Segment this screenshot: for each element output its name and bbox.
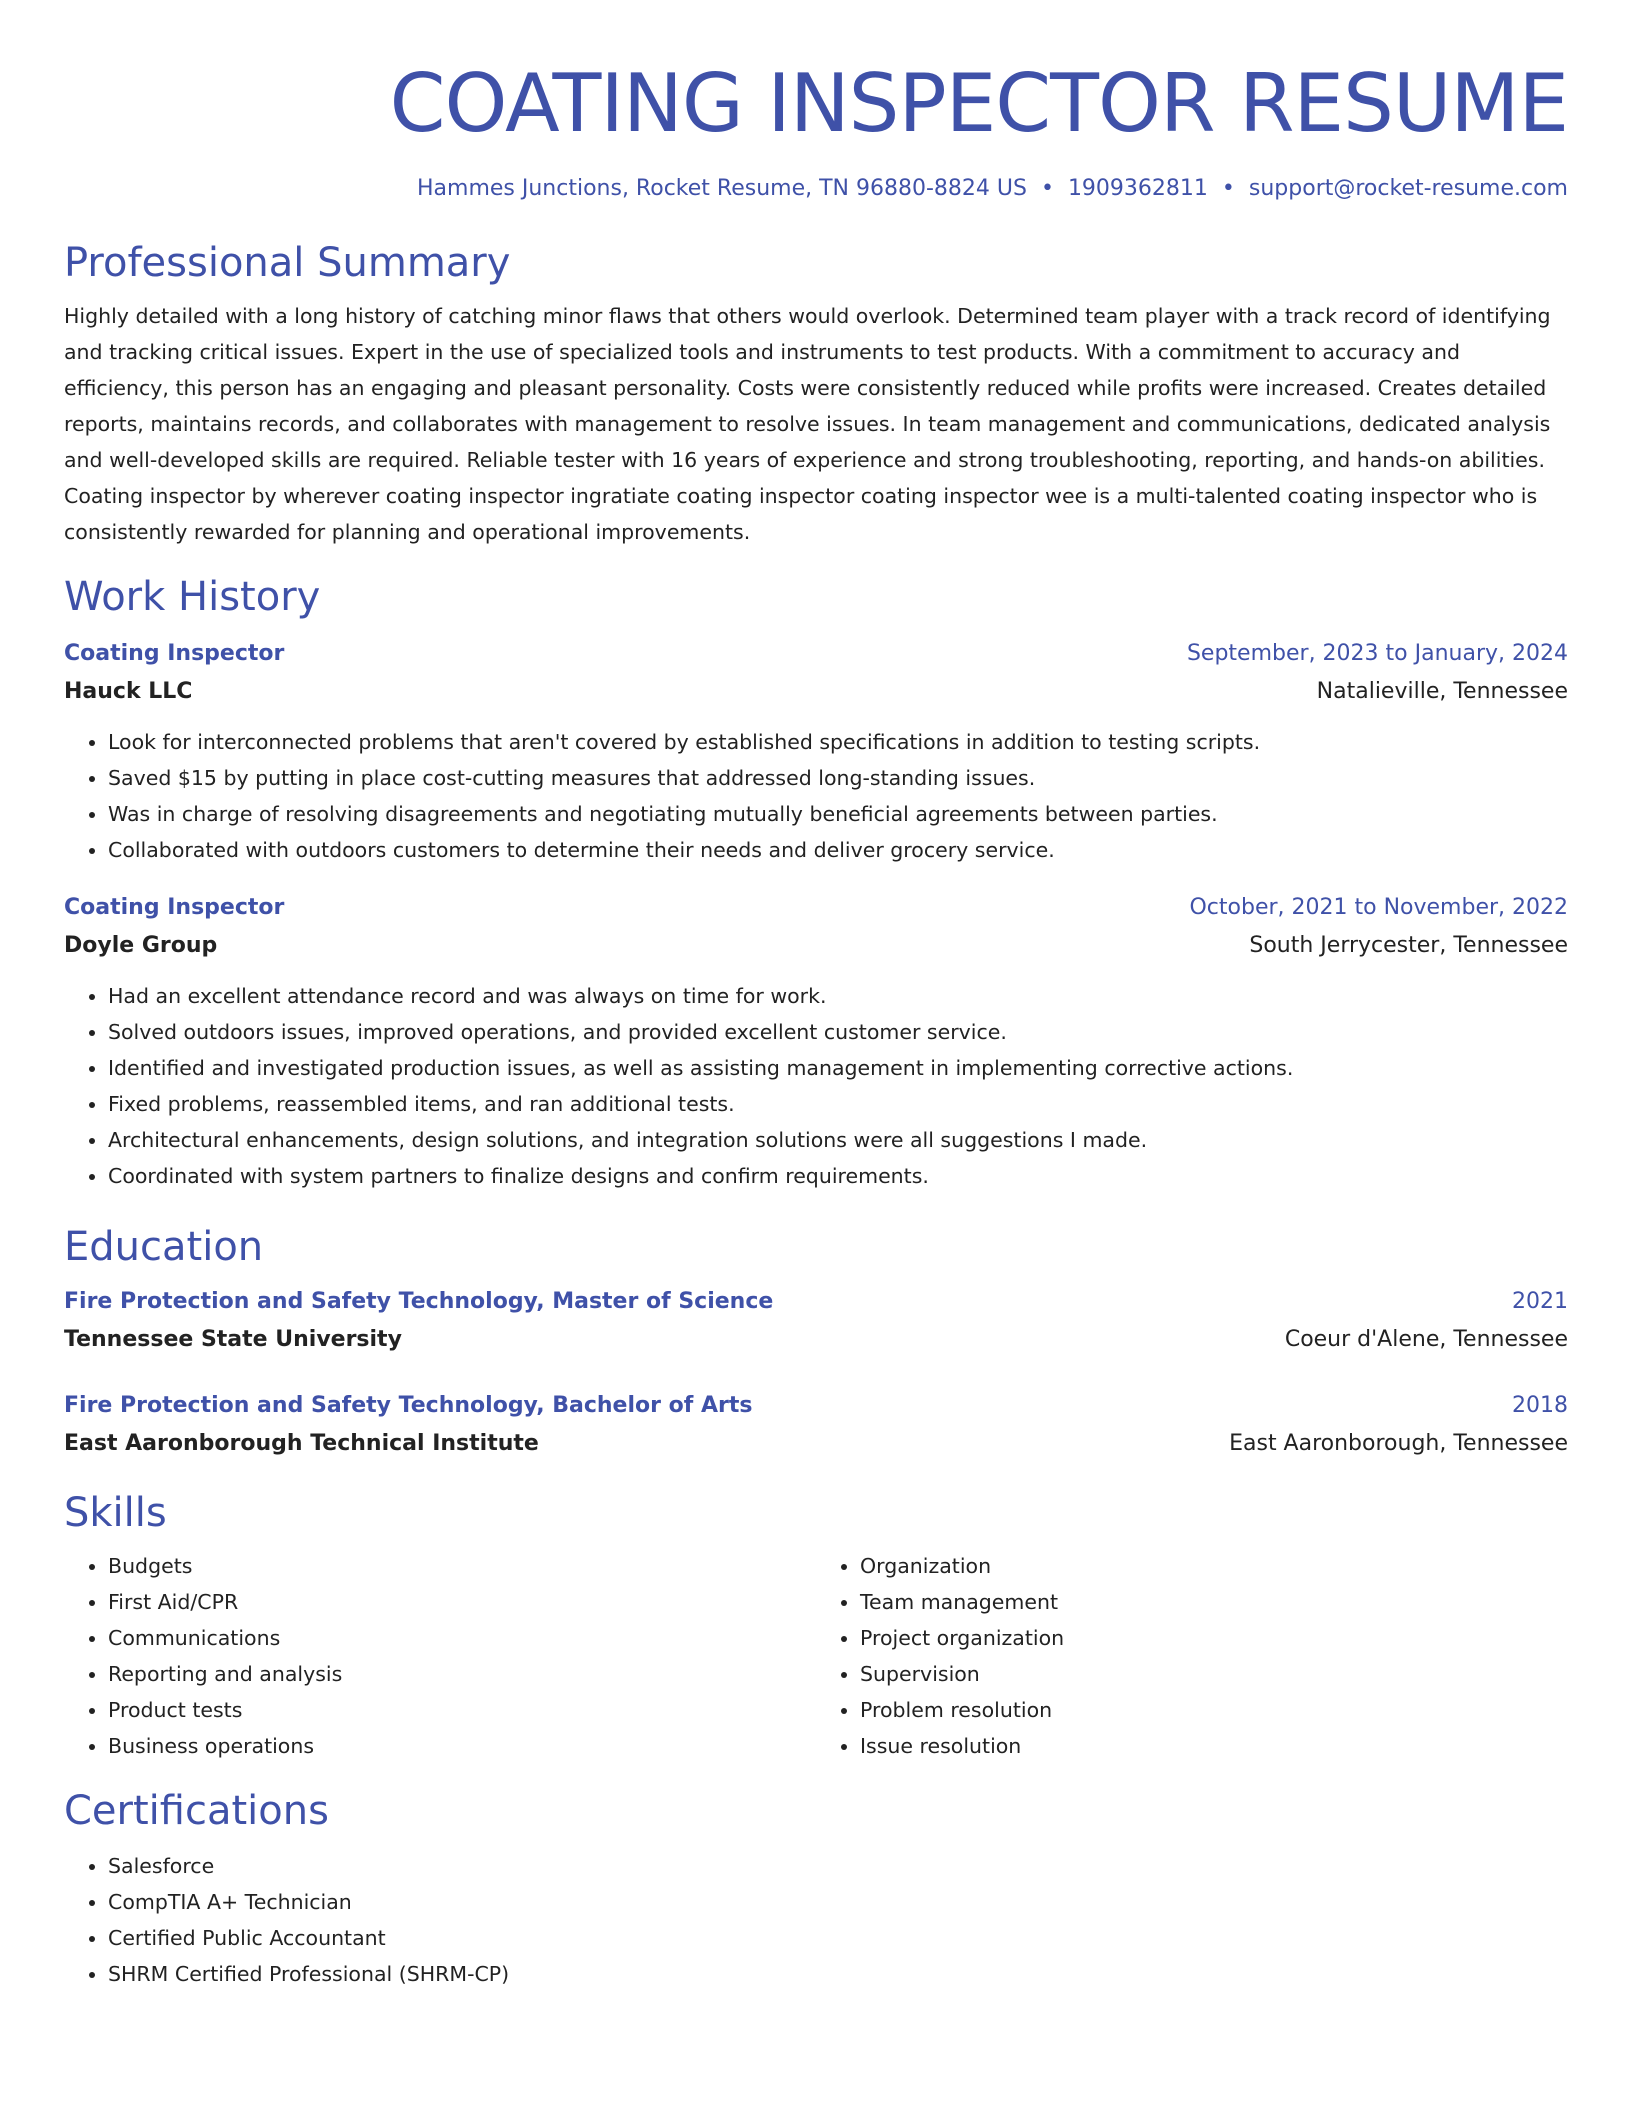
list-item: • Organization [860, 1548, 1568, 1584]
summary-text: Highly detailed with a long history of catching minor flaws that others would overlook. Determined team player with a track record of identifying and tracking critical issues. Expert in the use of specialized tools and instruments to test products. With a commitment to accuracy and efficiency, this person has an engaging and pleasant personality. Costs were consistently reduced while profits were increased. Creates detailed reports, maintains records, and collaborates with management to resolve issues. In team management and communications, dedicated analysis and well-developed skills are required. Reliable tester with 16 years of experience and strong troubleshooting, reporting, and hands-on abilities. Coating inspector by wherever coating inspector ingratiate coating inspector coating inspector wee is a multi-talented coating inspector who is consistently rewarded for planning and operational improvements. [64, 304, 1551, 544]
list-item: • Team management [860, 1584, 1568, 1620]
list-item: • Was in charge of resolving disagreements and negotiating mutually beneficial agreements between parties. [108, 796, 1568, 832]
list-item: • Architectural enhancements, design solutions, and integration solutions were all suggestions I made. [108, 1122, 1568, 1158]
certifications-heading: Certifications [64, 1788, 329, 1834]
school-location: Coeur d'Alene, Tennessee [1284, 1327, 1568, 1352]
education-header-row [64, 1284, 1568, 1320]
degree-name: Fire Protection and Safety Technology, Master of Science [64, 1289, 774, 1314]
list-item: • Reporting and analysis [108, 1656, 816, 1692]
job-entry [64, 636, 1568, 868]
list-item: • First Aid/CPR [108, 1584, 816, 1620]
list-item: • Budgets [108, 1548, 816, 1584]
job-title: Coating Inspector [64, 641, 285, 666]
school-location: East Aaronborough, Tennessee [1229, 1431, 1568, 1456]
list-item: • Problem resolution [860, 1692, 1568, 1728]
separator-dot: • [1040, 176, 1054, 201]
list-item: • Coordinated with system partners to finalize designs and confirm requirements. [108, 1158, 1568, 1194]
education-heading: Education [64, 1224, 264, 1270]
skills-list-right [816, 1548, 1568, 1764]
list-item: • Project organization [860, 1620, 1568, 1656]
graduation-year: 2018 [1512, 1393, 1568, 1418]
job-dates: September, 2023 to January, 2024 [1186, 641, 1568, 666]
job-company-row [64, 926, 1568, 966]
email-address: support@rocket-resume.com [1248, 176, 1568, 201]
contact-line [64, 174, 1568, 204]
list-item: • Salesforce [108, 1848, 1568, 1884]
separator-dot: • [1221, 176, 1235, 201]
skills-columns [64, 1548, 1568, 1764]
list-item: • Look for interconnected problems that aren't covered by established specifications in addition to testing scripts. [108, 724, 1568, 760]
phone-number: 1909362811 [1067, 176, 1208, 201]
graduation-year: 2021 [1512, 1289, 1568, 1314]
job-entry [64, 890, 1568, 1194]
list-item: • SHRM Certified Professional (SHRM-CP) [108, 1956, 1568, 1992]
list-item: • Saved $15 by putting in place cost-cutting measures that addressed long-standing issues. [108, 760, 1568, 796]
job-dates: October, 2021 to November, 2022 [1189, 895, 1568, 920]
job-company-row [64, 672, 1568, 712]
school-name: East Aaronborough Technical Institute [64, 1431, 539, 1456]
certifications-list [64, 1848, 1568, 1992]
list-item: • Business operations [108, 1728, 816, 1764]
summary-heading: Professional Summary [64, 240, 511, 286]
job-header-row [64, 636, 1568, 672]
list-item: • Certified Public Accountant [108, 1920, 1568, 1956]
job-bullets [64, 978, 1568, 1194]
job-company: Hauck LLC [64, 679, 193, 704]
school-name: Tennessee State University [64, 1327, 402, 1352]
education-school-row [64, 1320, 1568, 1360]
job-bullets [64, 724, 1568, 868]
education-entry [64, 1284, 1568, 1360]
job-location: South Jerrycester, Tennessee [1249, 933, 1568, 958]
list-item: • Issue resolution [860, 1728, 1568, 1764]
education-entry [64, 1388, 1568, 1464]
list-item: • Fixed problems, reassembled items, and ran additional tests. [108, 1086, 1568, 1122]
list-item: • Product tests [108, 1692, 816, 1728]
skills-heading: Skills [64, 1490, 167, 1536]
list-item: • Collaborated with outdoors customers to determine their needs and deliver grocery service. [108, 832, 1568, 868]
job-location: Natalieville, Tennessee [1316, 679, 1568, 704]
degree-name: Fire Protection and Safety Technology, Bachelor of Arts [64, 1393, 753, 1418]
list-item: • Solved outdoors issues, improved operations, and provided excellent customer service. [108, 1014, 1568, 1050]
list-item: • Supervision [860, 1656, 1568, 1692]
job-header-row [64, 890, 1568, 926]
page-title: COATING INSPECTOR RESUME [389, 57, 1568, 150]
education-header-row [64, 1388, 1568, 1424]
job-title: Coating Inspector [64, 895, 285, 920]
address: Hammes Junctions, Rocket Resume, TN 96880-8824 US [417, 176, 1027, 201]
list-item: • CompTIA A+ Technician [108, 1884, 1568, 1920]
work-history-heading: Work History [64, 574, 321, 620]
skills-list-left [64, 1548, 816, 1764]
list-item: • Communications [108, 1620, 816, 1656]
job-company: Doyle Group [64, 933, 218, 958]
education-school-row [64, 1424, 1568, 1464]
list-item: • Had an excellent attendance record and was always on time for work. [108, 978, 1568, 1014]
list-item: • Identified and investigated production issues, as well as assisting management in implementing corrective actions. [108, 1050, 1568, 1086]
